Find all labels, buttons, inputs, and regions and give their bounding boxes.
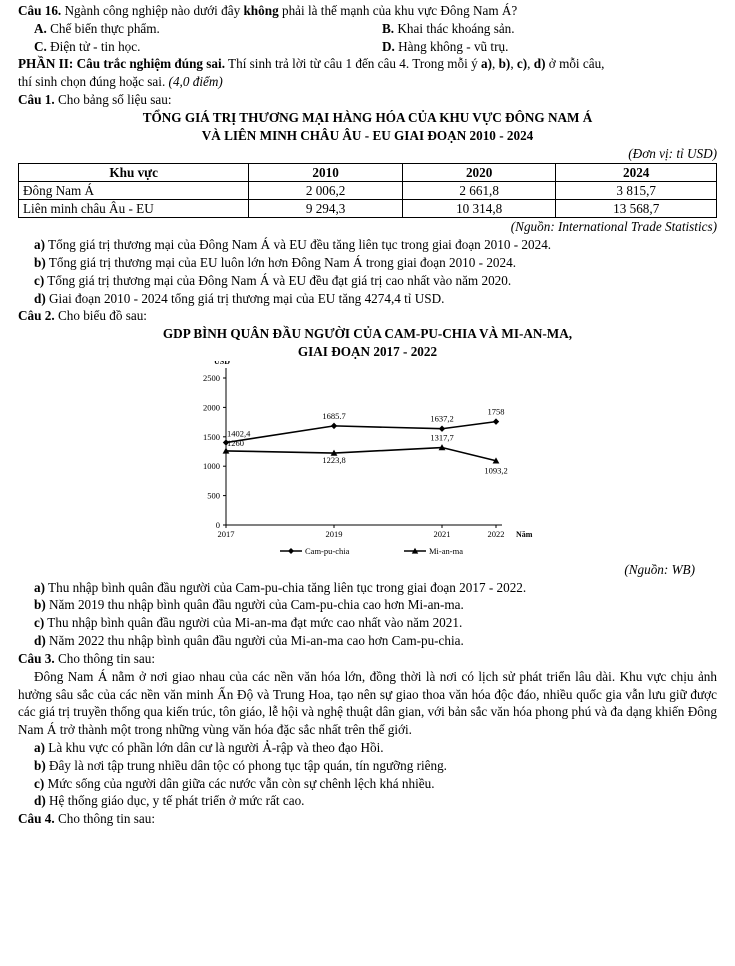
data-label: 1758 — [487, 406, 505, 417]
q1-source: (Nguồn: International Trade Statistics) — [510, 219, 717, 235]
q16-label: Câu 16. — [18, 3, 62, 18]
data-label: 1093,2 — [484, 465, 508, 476]
x-tick-label: 2021 — [433, 528, 451, 539]
q1-table-title-2: VÀ LIÊN MINH CHÂU ÂU - EU GIAI ĐOẠN 2010 - 2024 — [201, 127, 534, 143]
q16-stem: Câu 16. Ngành công nghiệp nào dưới đây không phải là thế mạnh của khu vực Đông Nam Á? — [18, 3, 518, 18]
table-cell: 10 314,8 — [402, 200, 556, 218]
q2-chart-title-2: GIAI ĐOẠN 2017 - 2022 — [297, 344, 438, 359]
y-tick-label: 2000 — [203, 402, 220, 413]
legend-label: Mi-an-ma — [429, 545, 463, 556]
y-tick-label: 1500 — [203, 431, 220, 442]
q3-item-a: a) Là khu vực có phần lớn dân cư là người Ả-rập và theo đạo Hồi. — [34, 739, 384, 755]
q2-stem: Câu 2. Cho biểu đồ sau: — [18, 308, 147, 324]
table-cell: Đông Nam Á — [19, 182, 249, 200]
table-cell: 9 294,3 — [249, 200, 403, 218]
data-label: 1637,2 — [430, 413, 454, 424]
y-tick-label: 0 — [215, 519, 220, 530]
data-label: 1685.7 — [322, 410, 346, 421]
q1-stem: Câu 1. Cho bảng số liệu sau: — [18, 92, 172, 108]
x-tick-label: 2019 — [325, 528, 343, 539]
table-header: Khu vực — [19, 164, 249, 182]
table-row — [19, 200, 717, 218]
data-label: 1402,4 — [227, 428, 251, 439]
q1-item-d: d) Giai đoạn 2010 - 2024 tổng giá trị thương mại của EU tăng 4274,4 tỉ USD. — [34, 290, 445, 306]
q3-item-c: c) Mức sống của người dân giữa các nước vẫn còn sự chênh lệch khá nhiều. — [34, 775, 435, 791]
data-label: 1223,8 — [322, 454, 346, 465]
q1-data-table — [18, 163, 717, 218]
q2-item-d: d) Năm 2022 thu nhập bình quân đầu người của Mi-an-ma cao hơn Cam-pu-chia. — [34, 633, 464, 649]
data-point — [493, 418, 499, 424]
q3-passage: Đông Nam Á nằm ở nơi giao nhau của các nền văn hóa lớn, đồng thời là nơi có lịch sử phát triển lâu dài. Khu vực chịu ảnh hưởng sâu sắc của các nền văn minh Ấn Độ và Trung Hoa, tạo nên sự giao thoa văn hóa độc đáo, nhiều quốc gia vẫn lưu giữ được các giá trị truyền thống qua kiến trúc, tôn giáo, lễ hội và nghệ thuật dân gian, với bản sắc văn hóa phong phú và đa dạng khiến Đông Nam Á trở thành một trong những vùng văn hóa đặc sắc nhất trên thế giới. — [18, 668, 717, 738]
q3-stem: Câu 3. Cho thông tin sau: — [18, 650, 156, 666]
q1-item-c: c) Tổng giá trị thương mại của Đông Nam Á và EU đều đạt giá trị cao nhất vào năm 2020. — [34, 272, 512, 288]
y-axis-label: USD — [214, 360, 231, 366]
table-cell: 3 815,7 — [556, 182, 717, 200]
table-cell: 13 568,7 — [556, 200, 717, 218]
table-header: 2020 — [402, 164, 556, 182]
q16-option-a: A. Chế biến thực phẩm. — [34, 20, 160, 36]
gdp-chart — [18, 361, 717, 561]
data-label: 1260 — [227, 437, 244, 448]
q1-unit: (Đơn vị: tỉ USD) — [628, 145, 717, 161]
q16-option-c: C. Điện tử - tin học. — [34, 38, 141, 54]
table-row — [19, 182, 717, 200]
y-tick-label: 2500 — [203, 372, 220, 383]
part2-instructions: PHẦN II: Câu trắc nghiệm đúng sai. Thí sinh trả lời từ câu 1 đến câu 4. Trong mỗi ý a), b), c), d) ở mỗi câu, — [18, 56, 605, 72]
q16-option-d: D. Hàng không - vũ trụ. — [382, 38, 509, 54]
q1-item-a: a) Tổng giá trị thương mại của Đông Nam Á và EU đều tăng liên tục trong giai đoạn 2010 - 2024. — [34, 237, 552, 253]
table-header-row — [19, 164, 717, 182]
q2-item-b: b) Năm 2019 thu nhập bình quân đầu người của Cam-pu-chia cao hơn Mi-an-ma. — [34, 597, 464, 613]
legend-label: Cam-pu-chia — [305, 545, 350, 556]
q2-item-a: a) Thu nhập bình quân đầu người của Cam-pu-chia tăng liên tục trong giai đoạn 2017 - 2022. — [34, 579, 527, 595]
legend-marker — [288, 548, 294, 554]
q16-options-row2 — [18, 38, 717, 56]
series-line-cam-pu-chia — [226, 421, 496, 442]
table-header: 2024 — [556, 164, 717, 182]
q3-item-d: d) Hệ thống giáo dục, y tế phát triển ở mức rất cao. — [34, 793, 305, 809]
q1-table-title-1: TỔNG GIÁ TRỊ THƯƠNG MẠI HÀNG HÓA CỦA KHU VỰC ĐÔNG NAM Á — [142, 109, 593, 125]
data-point — [439, 425, 445, 431]
q4-stem: Câu 4. Cho thông tin sau: — [18, 811, 156, 827]
q16-options-row1 — [18, 20, 717, 38]
series-line-mi-an-ma — [226, 447, 496, 460]
y-tick-label: 500 — [207, 490, 220, 501]
table-header: 2010 — [249, 164, 403, 182]
q2-chart-title-1: GDP BÌNH QUÂN ĐẦU NGƯỜI CỦA CAM-PU-CHIA VÀ MI-AN-MA, — [162, 326, 573, 342]
x-tick-label: 2022 — [487, 528, 505, 539]
data-point — [331, 422, 337, 428]
gdp-line-chart — [18, 361, 717, 561]
data-label: 1317,7 — [430, 432, 454, 443]
part2-instructions-2: thí sinh chọn đúng hoặc sai. (4,0 điểm) — [18, 74, 223, 90]
q2-item-c: c) Thu nhập bình quân đầu người của Mi-an-ma đạt mức cao nhất vào năm 2021. — [34, 615, 463, 631]
x-tick-label: 2017 — [217, 528, 235, 539]
table-cell: 2 661,8 — [402, 182, 556, 200]
table-cell: Liên minh châu Âu - EU — [19, 200, 249, 218]
q1-item-b: b) Tổng giá trị thương mại của EU luôn lớn hơn Đông Nam Á trong giai đoạn 2010 - 2024. — [34, 254, 517, 270]
q2-source: (Nguồn: WB) — [624, 561, 695, 577]
x-axis-label: Năm — [516, 529, 533, 539]
q16-option-b: B. Khai thác khoáng sản. — [382, 20, 515, 36]
table-cell: 2 006,2 — [249, 182, 403, 200]
y-tick-label: 1000 — [203, 461, 220, 472]
q3-item-b: b) Đây là nơi tập trung nhiều dân tộc có phong tục tập quán, tín ngưỡng riêng. — [34, 757, 447, 773]
